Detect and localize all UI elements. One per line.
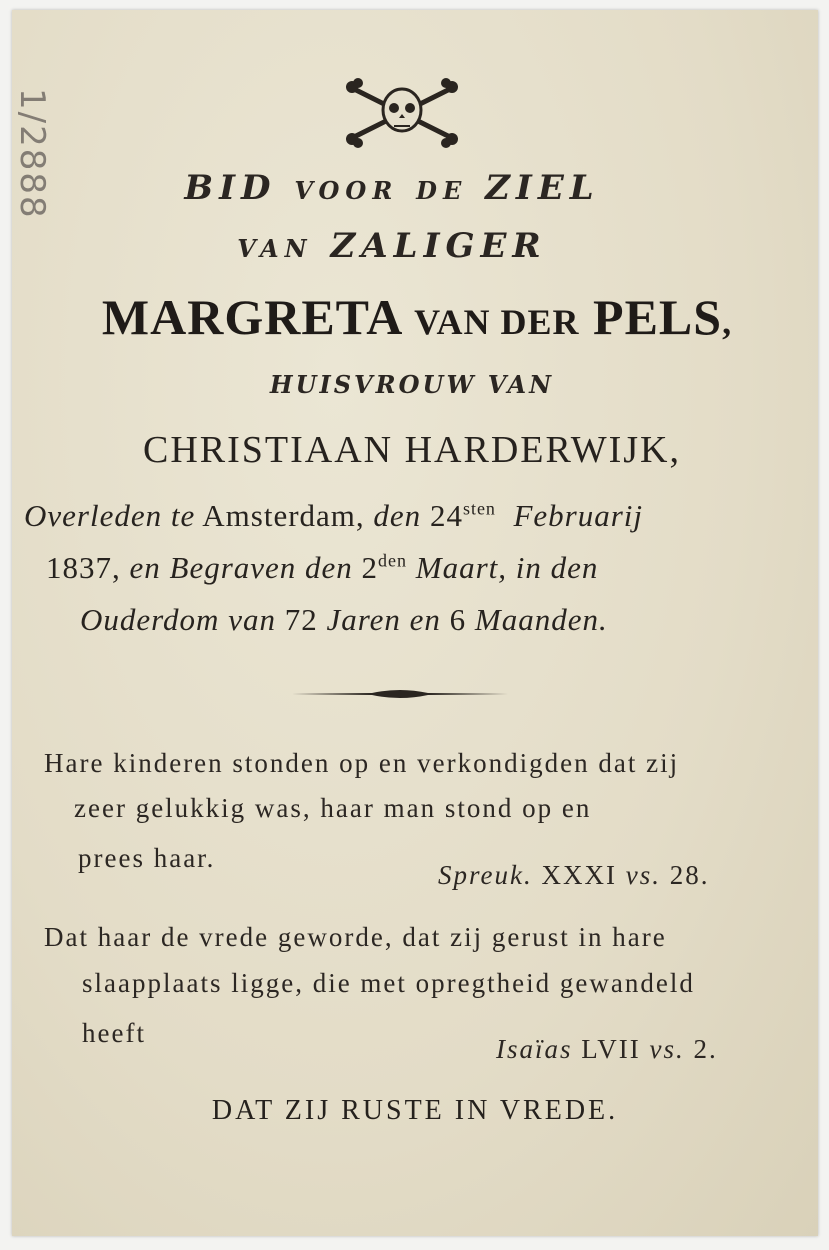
verse-1-reference: Spreuk. XXXI vs. 28. <box>438 860 710 890</box>
verse-2-line-2: slaapplaats ligge, die met opregtheid gewandeld <box>82 968 695 998</box>
heading-line-1: BID VOOR DE ZIEL <box>184 168 600 208</box>
death-details-line-2: 1837, en Begraven den $2^{den}$ Maart, in den <box>46 550 599 585</box>
death-details-line-3: Ouderdom van 72 Jaren en 6 Maanden. <box>80 602 608 637</box>
death-details-line-1: Overleden te Amsterdam, den $24^{sten}$ Februarij <box>24 498 643 533</box>
spouse-label: HUISVROUW VAN <box>269 370 555 399</box>
verse-2-reference: Isaïas LVII vs. 2. <box>496 1034 718 1064</box>
verse-1-line-1: Hare kinderen stonden op en verkondigden dat zij <box>44 748 680 778</box>
deceased-name: MARGRETA VAN DER PELS, <box>101 289 733 345</box>
verse-2-line-1: Dat haar de vrede geworde, dat zij gerust in hare <box>44 922 667 952</box>
spouse-name: CHRISTIAAN HARDERWIJK, <box>143 429 681 471</box>
memorial-card <box>12 10 818 1236</box>
verse-1-line-3: prees haar. <box>78 843 216 873</box>
skull-and-crossbones-icon <box>342 78 462 148</box>
verse-2-line-3: heeft <box>82 1018 146 1048</box>
verse-1-line-2: zeer gelukkig was, haar man stond op en <box>74 793 592 823</box>
closing-line: DAT ZIJ RUSTE IN VREDE. <box>211 1095 619 1126</box>
handwritten-inventory-number: 1/2888 <box>12 88 52 220</box>
heading-line-2: VAN ZALIGER <box>237 226 547 266</box>
ornamental-divider <box>292 687 508 701</box>
